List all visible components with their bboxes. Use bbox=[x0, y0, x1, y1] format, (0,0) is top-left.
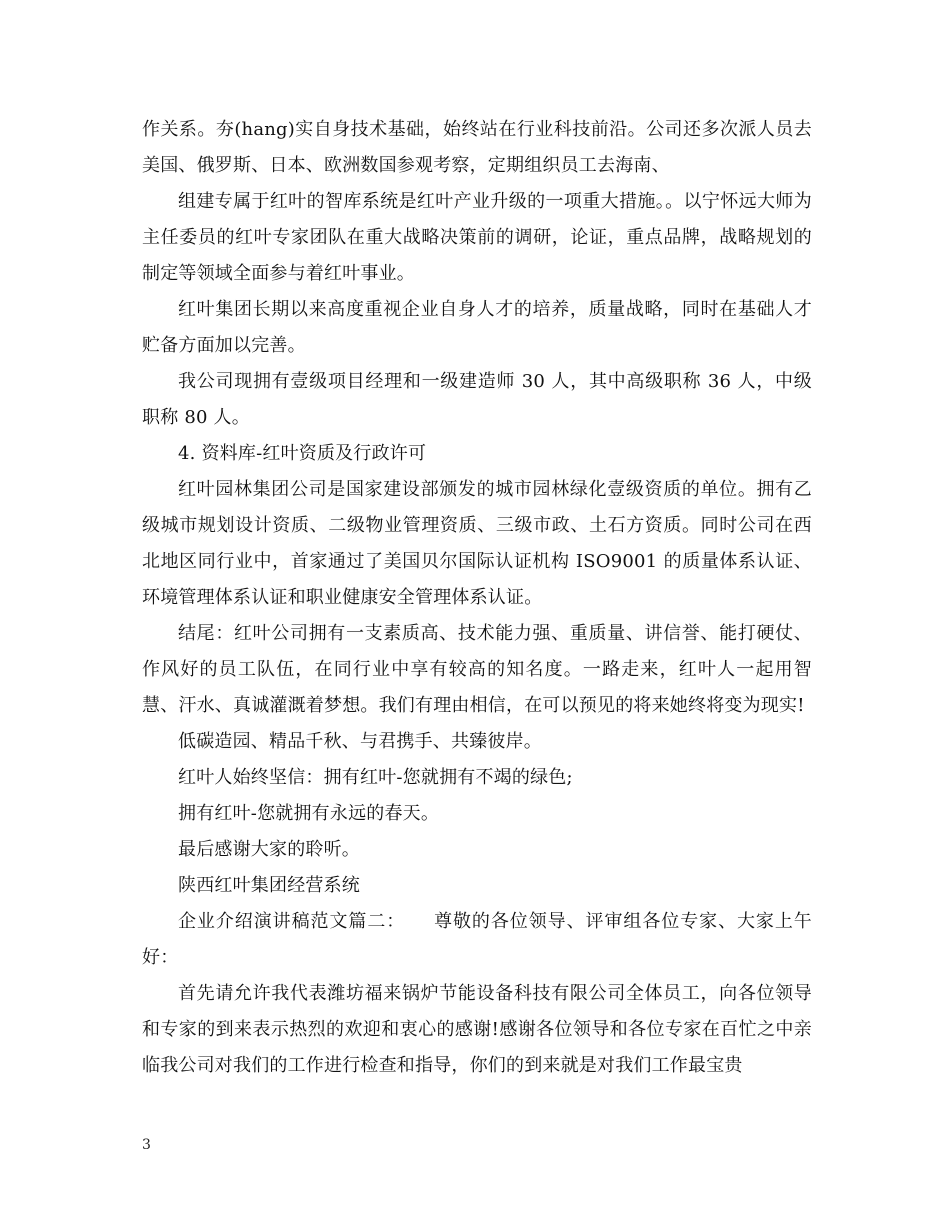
paragraph-7: 结尾：红叶公司拥有一支素质高、技术能力强、重质量、讲信誉、能打硬仗、作风好的员工队伍，在同行业中享有较高的知名度。一路走来，红叶人一起用智慧、汗水、真诚灌溉着梦想。我们有理由相信，在可以预见的将来她终将变为现实! bbox=[142, 623, 812, 716]
paragraph-1: 作关系。夯(hang)实自身技术基础，始终站在行业科技前沿。公司还多次派人员去美国、俄罗斯、日本、欧洲数国参观考察，定期组织员工去海南、 bbox=[142, 119, 812, 176]
paragraph-10: 拥有红叶-您就拥有永远的春天。 bbox=[178, 803, 440, 824]
paragraph-3: 红叶集团长期以来高度重视企业自身人才的培养，质量战略，同时在基础人才贮备方面加以完善。 bbox=[142, 299, 812, 356]
section-heading: 4. 资料库-红叶资质及行政许可 bbox=[178, 443, 427, 464]
document-body bbox=[142, 112, 812, 1084]
paragraph-12: 陕西红叶集团经营系统 bbox=[178, 875, 360, 896]
paragraph-9: 红叶人始终坚信：拥有红叶-您就拥有不竭的绿色; bbox=[178, 767, 573, 788]
paragraph-8: 低碳造园、精品千秋、与君携手、共臻彼岸。 bbox=[178, 731, 542, 752]
paragraph-11: 最后感谢大家的聆听。 bbox=[178, 839, 360, 860]
paragraph-14: 首先请允许我代表潍坊福来锅炉节能设备科技有限公司全体员工，向各位领导和专家的到来表示热烈的欢迎和衷心的感谢!感谢各位领导和各位专家在百忙之中亲临我公司对我们的工作进行检查和指导，你们的到来就是对我们工作最宝贵 bbox=[142, 983, 812, 1076]
page-number: 3 bbox=[142, 1137, 151, 1153]
paragraph-13: 企业介绍演讲稿范文篇二： 尊敬的各位领导、评审组各位专家、大家上午好： bbox=[142, 911, 812, 968]
paragraph-4: 我公司现拥有壹级项目经理和一级建造师 30 人，其中高级职称 36 人，中级职称 80 人。 bbox=[142, 371, 812, 428]
paragraph-2: 组建专属于红叶的智库系统是红叶产业升级的一项重大措施。。以宁怀远大师为主任委员的红叶专家团队在重大战略决策前的调研，论证，重点品牌，战略规划的制定等领域全面参与着红叶事业。 bbox=[142, 191, 812, 284]
paragraph-6: 红叶园林集团公司是国家建设部颁发的城市园林绿化壹级资质的单位。拥有乙级城市规划设计资质、二级物业管理资质、三级市政、土石方资质。同时公司在西北地区同行业中，首家通过了美国贝尔国际认证机构 ISO9001 的质量体系认证、环境管理体系认证和职业健康安全管理体系认证。 bbox=[142, 479, 812, 608]
